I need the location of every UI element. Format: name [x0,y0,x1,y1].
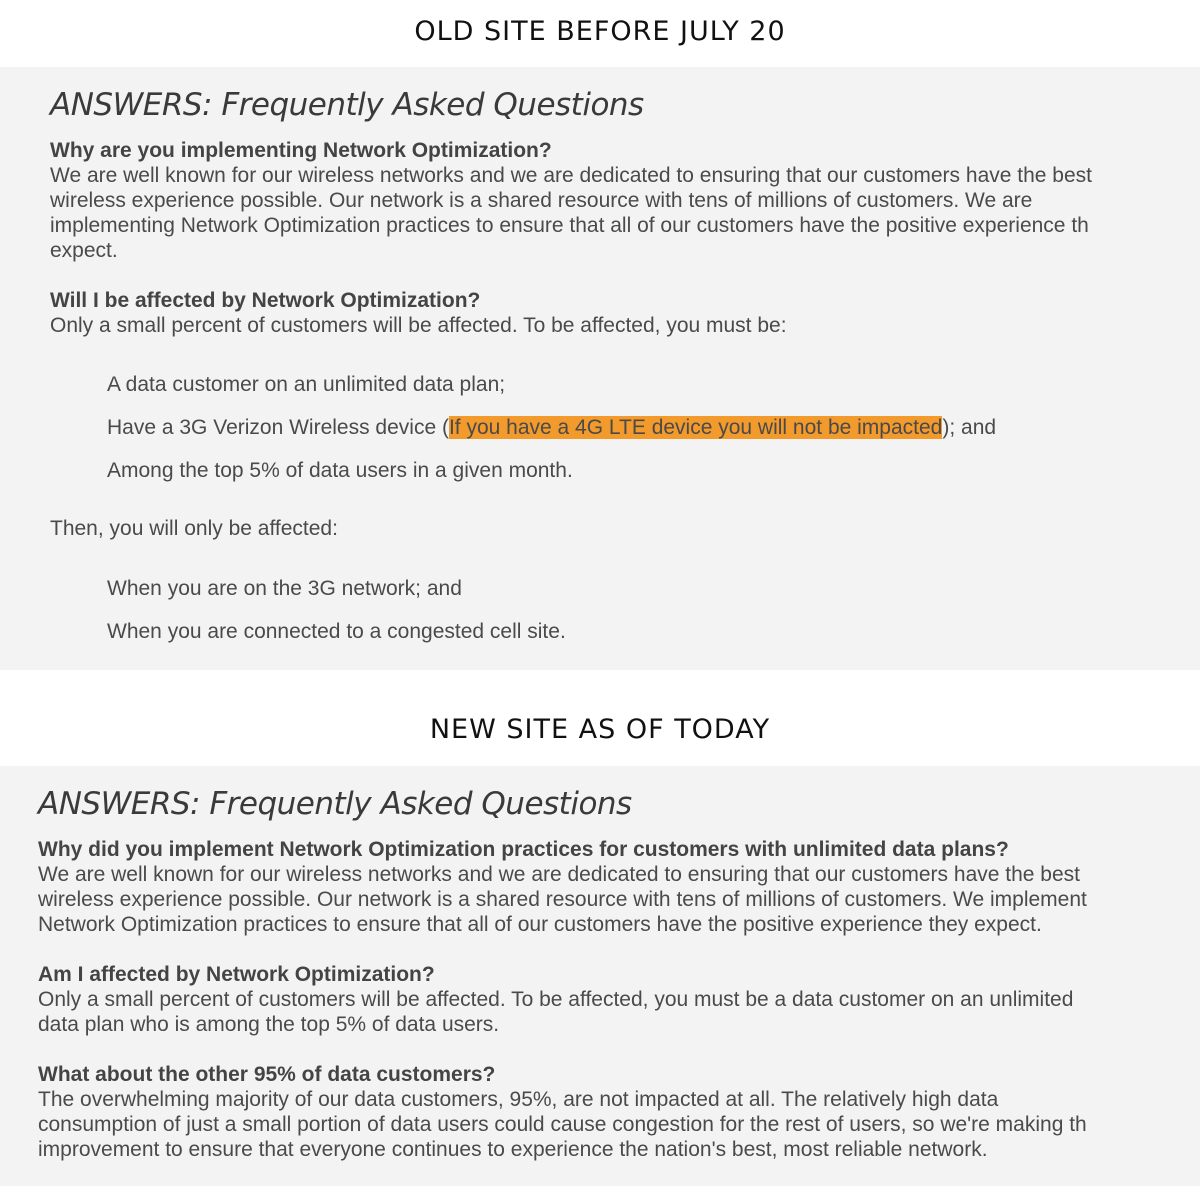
old-requirement-1: A data customer on an unlimited data plan; [107,373,506,396]
new-site-faq-panel [0,766,1200,1186]
old-answer-1-line-1: We are well known for our wireless networks and we are dedicated to ensuring that our customers have the best [50,164,1092,187]
new-answer-2-line-2: data plan who is among the top 5% of data users. [38,1013,500,1036]
new-faq-content [38,783,1087,1162]
old-requirement-2-start: Have a 3G Verizon Wireless device ( [107,416,449,439]
old-site-faq-panel [0,67,1200,670]
new-question-2: Am I affected by Network Optimization? [38,963,435,986]
new-answer-1-line-2: wireless experience possible. Our network is a shared resource with tens of millions of customers. We implement [38,888,1087,911]
old-condition-1: When you are on the 3G network; and [107,577,462,600]
new-answer-3-line-2: consumption of just a small portion of data users could cause congestion for the rest of users, so we're making th [38,1113,1087,1136]
new-faq-title: ANSWERS: Frequently Asked Questions [38,786,632,822]
old-faq-title: ANSWERS: Frequently Asked Questions [50,87,644,123]
old-question-2: Will I be affected by Network Optimization? [50,289,481,312]
old-then-text: Then, you will only be affected: [50,517,338,540]
old-requirement-2 [50,415,1092,440]
old-requirement-3: Among the top 5% of data users in a given month. [107,459,573,482]
new-question-3: What about the other 95% of data customers? [38,1063,496,1086]
old-site-label: OLD SITE BEFORE JULY 20 [414,16,786,47]
old-answer-1-line-2: wireless experience possible. Our network is a shared resource with tens of millions of customers. We are [50,189,1033,212]
old-answer-1-line-4: expect. [50,239,118,262]
old-requirement-2-highlight: If you have a 4G LTE device you will not be impacted [448,416,943,439]
new-answer-1-line-1: We are well known for our wireless networks and we are dedicated to ensuring that our customers have the best [38,863,1080,886]
new-answer-3-line-1: The overwhelming majority of our data customers, 95%, are not impacted at all. The relatively high data [38,1088,999,1111]
old-answer-1-line-3: implementing Network Optimization practices to ensure that all of our customers have the positive experience th [50,214,1089,237]
new-answer-2-line-1: Only a small percent of customers will be affected. To be affected, you must be a data customer on an unlimited [38,988,1074,1011]
old-question-1: Why are you implementing Network Optimization? [50,139,552,162]
new-site-label: NEW SITE AS OF TODAY [429,714,771,745]
new-answer-1-line-3: Network Optimization practices to ensure that all of our customers have the positive experience they expect. [38,913,1042,936]
old-answer-2: Only a small percent of customers will be affected. To be affected, you must be: [50,314,787,337]
new-answer-3-line-3: improvement to ensure that everyone continues to experience the nation's best, most reliable network. [38,1138,988,1161]
old-requirement-2-end: ); and [942,416,997,439]
new-question-1: Why did you implement Network Optimization practices for customers with unlimited data plans? [38,838,1009,861]
old-faq-content [50,84,1092,644]
old-condition-2: When you are connected to a congested cell site. [107,620,566,643]
